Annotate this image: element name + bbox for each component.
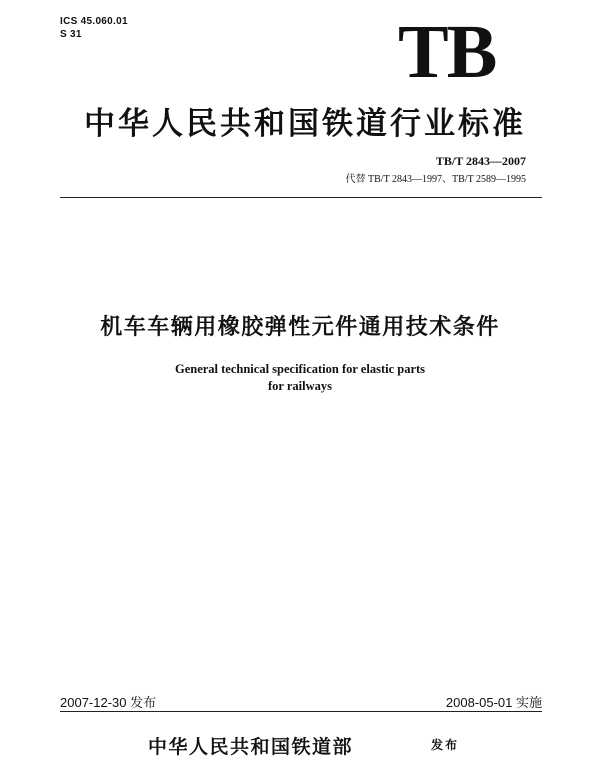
replaces-note: 代替 TB/T 2843—1997、TB/T 2589—1995 (345, 174, 526, 185)
english-title-line-2: for railways (268, 379, 332, 393)
standard-number: TB/T 2843—2007 (435, 154, 526, 168)
bottom-divider (60, 711, 542, 712)
classification-codes (60, 15, 128, 41)
implementation-date: 2008-05-01 实施 (445, 695, 542, 710)
issue-date: 2007-12-30 发布 (60, 695, 157, 710)
standard-category-title: 中华人民共和国铁道行业标准 (84, 106, 526, 142)
top-divider (60, 197, 542, 198)
english-title-line-1: General technical specification for elastic parts (174, 362, 426, 376)
ccs-code: S 31 (60, 29, 82, 40)
document-title-chinese: 机车车辆用橡胶弹性元件通用技术条件 (100, 315, 500, 340)
publish-label: 发布 (431, 738, 460, 752)
ics-code: ICS 45.060.01 (60, 16, 128, 27)
tb-logo: TB (398, 10, 496, 94)
publisher-name: 中华人民共和国铁道部 (148, 736, 354, 758)
document-title-english (100, 361, 500, 395)
